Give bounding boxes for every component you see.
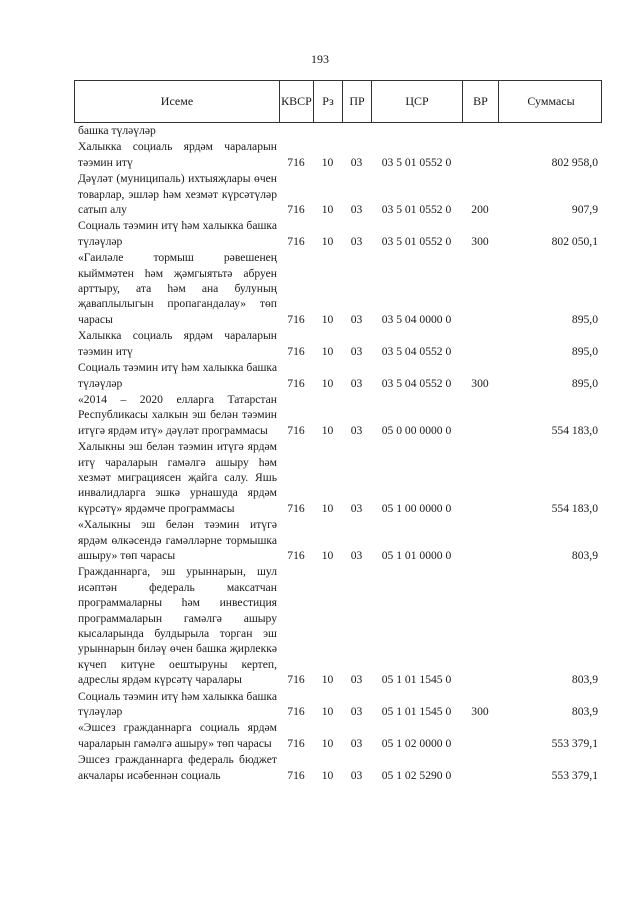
row-pr: 03: [350, 768, 363, 782]
row-rz: 10: [321, 344, 334, 358]
row-csr: 03 5 01 0552 0: [381, 234, 452, 248]
row-sum: 803,9: [571, 548, 598, 562]
row-vr: [462, 752, 498, 784]
row-name: Эшсез гражданнарга федераль бюджет акчалары исәбеннән социаль: [78, 753, 277, 782]
row-pr: 03: [350, 673, 363, 687]
row-kvsr: 716: [287, 768, 305, 782]
row-pr: 03: [350, 501, 363, 515]
row-vr: [462, 720, 498, 752]
row-csr: 05 1 02 5290 0: [381, 768, 452, 782]
header-sum: Суммасы: [527, 94, 575, 108]
table-row: [74, 139, 602, 171]
header-pr: ПР: [343, 81, 372, 122]
row-vr: 300: [471, 234, 489, 248]
row-csr: 05 1 01 0000 0: [381, 548, 452, 562]
row-kvsr: 716: [287, 501, 305, 515]
table-row: [74, 392, 602, 439]
row-name: Халыкка социаль ярдәм чараларын тәэмин итү: [78, 329, 277, 358]
row-rz: 10: [321, 423, 334, 437]
row-pr: 03: [350, 155, 363, 169]
row-sum: 803,9: [571, 673, 598, 687]
row-vr: 300: [471, 705, 489, 719]
row-sum: 553 379,1: [551, 736, 598, 750]
header-name: Исеме: [75, 81, 280, 122]
table-row: [74, 123, 602, 139]
table-row: [74, 250, 602, 328]
row-kvsr: 716: [287, 376, 305, 390]
table-row: [74, 752, 602, 784]
row-name: «Эшсез гражданнарга социаль ярдәм чараларын гамәлгә ашыру» төп чарасы: [78, 721, 277, 750]
header-kvsr: КВСР: [280, 81, 314, 122]
row-csr: 05 1 00 0000 0: [381, 501, 452, 515]
row-pr: 03: [350, 344, 363, 358]
row-kvsr: 716: [287, 312, 305, 326]
row-kvsr: 716: [287, 673, 305, 687]
row-rz: 10: [321, 376, 334, 390]
row-sum: 895,0: [571, 376, 598, 390]
table-row: [74, 517, 602, 564]
row-name: Халыкны эш белән тәэмин итүгә ярдәм итү чараларын гамәлгә ашыру һәм хезмәт миграциясен җайга салу. Яшь инвалидларга эшкә урнашуда ярдәм күрсәтү» ярдәмче программасы: [78, 440, 277, 515]
table-row: [74, 171, 602, 218]
table-row: [74, 328, 602, 360]
row-kvsr: [279, 123, 313, 139]
row-name: Социаль тәэмин итү һәм халыкка башка түләүләр: [78, 219, 277, 248]
row-name: Дәүләт (муниципаль) ихтыяҗлары өчен товарлар, эшләр һәм хезмәт күрсәтүләр сатып алу: [78, 172, 277, 217]
row-rz: 10: [321, 768, 334, 782]
row-name: Социаль тәэмин итү һәм халыкка башка түләүләр: [78, 361, 277, 390]
row-rz: [313, 123, 342, 139]
row-csr: 05 1 01 1545 0: [381, 705, 452, 719]
header-vr: ВР: [463, 81, 499, 122]
row-vr: [462, 392, 498, 439]
row-csr: 03 5 01 0552 0: [381, 203, 452, 217]
table-row: [74, 439, 602, 517]
row-csr: [371, 123, 462, 139]
row-kvsr: 716: [287, 423, 305, 437]
row-vr: [462, 439, 498, 517]
row-csr: 05 0 00 0000 0: [381, 423, 452, 437]
row-csr: 03 5 01 0552 0: [381, 155, 452, 169]
row-pr: 03: [350, 423, 363, 437]
row-pr: 03: [350, 736, 363, 750]
row-vr: [462, 517, 498, 564]
row-rz: 10: [321, 203, 334, 217]
row-kvsr: 716: [287, 736, 305, 750]
row-rz: 10: [321, 736, 334, 750]
row-pr: 03: [350, 234, 363, 248]
row-sum: 895,0: [571, 344, 598, 358]
row-csr: 03 5 04 0552 0: [381, 376, 452, 390]
row-rz: 10: [321, 234, 334, 248]
row-kvsr: 716: [287, 344, 305, 358]
row-kvsr: 716: [287, 234, 305, 248]
row-name: «2014 – 2020 елларга Татарстан Республикасы халкын эш белән тәэмин итүгә ярдәм итү» дәүләт программасы: [78, 392, 277, 437]
row-vr: [462, 564, 498, 688]
row-name: Гражданнарга, эш урыннарын, шул исәптән федераль максатчан программаларны һәм инвестиция программаларын гамәлгә ашыру кысаларында булдырыла торган эш урыннарын биләү өчен башка җирлеккә күчеп китүне оештыруны кертеп, адреслы ярдәм күрсәтү чаралары: [78, 565, 277, 687]
row-vr: [462, 250, 498, 328]
row-rz: 10: [321, 705, 334, 719]
page-number: 193: [311, 52, 329, 66]
row-pr: 03: [350, 548, 363, 562]
row-name: Социаль тәэмин итү һәм халыкка башка түләүләр: [78, 689, 277, 719]
row-csr: 03 5 04 0552 0: [381, 344, 452, 358]
row-pr: 03: [350, 203, 363, 217]
row-sum: 554 183,0: [551, 423, 598, 437]
row-csr: 03 5 04 0000 0: [381, 312, 452, 326]
row-vr: 200: [471, 203, 489, 217]
table-row: [74, 689, 602, 721]
row-sum: 802 050,1: [551, 234, 598, 248]
row-pr: 03: [350, 376, 363, 390]
header-rz: Рз: [314, 81, 343, 122]
header-csr: ЦСР: [372, 81, 463, 122]
row-rz: 10: [321, 501, 334, 515]
row-pr: 03: [350, 312, 363, 326]
row-sum: 803,9: [571, 705, 598, 719]
row-name: «Халыкны эш белән тәэмин итүгә ярдәм өлкәсендә гамәлләрне тормышка ашыру» төп чарасы: [78, 518, 277, 562]
row-csr: 05 1 01 1545 0: [381, 673, 452, 687]
row-sum: 895,0: [571, 312, 598, 326]
row-rz: 10: [321, 155, 334, 169]
table-row: [74, 720, 602, 752]
row-name: «Гаиләле тормыш рәвешенең кыйммәтен һәм җәмгыятьтә абруен арттыру, ата һәм ана булуның җаваплылыгын пропагандалау» төп чарасы: [78, 251, 277, 326]
table-row: [74, 564, 602, 688]
row-vr: [462, 123, 498, 139]
row-vr: [462, 139, 498, 171]
row-kvsr: 716: [287, 705, 305, 719]
table-body: [74, 123, 602, 784]
row-rz: 10: [321, 673, 334, 687]
row-name: Халыкка социаль ярдәм чараларын тәэмин итү: [78, 140, 277, 169]
row-pr: [342, 123, 371, 139]
row-vr: 300: [471, 376, 489, 390]
row-kvsr: 716: [287, 548, 305, 562]
row-vr: [462, 328, 498, 360]
table-row: [74, 218, 602, 250]
row-kvsr: 716: [287, 203, 305, 217]
row-rz: 10: [321, 548, 334, 562]
row-sum: 554 183,0: [551, 501, 598, 515]
row-sum: 907,9: [571, 203, 598, 217]
row-sum: [498, 123, 602, 139]
row-rz: 10: [321, 312, 334, 326]
table-header: [74, 80, 602, 123]
row-name: башка түләүләр: [78, 124, 156, 137]
row-sum: 802 958,0: [551, 155, 598, 169]
budget-table: [74, 80, 602, 784]
row-pr: 03: [350, 705, 363, 719]
row-kvsr: 716: [287, 155, 305, 169]
table-row: [74, 360, 602, 392]
row-csr: 05 1 02 0000 0: [381, 736, 452, 750]
row-sum: 553 379,1: [551, 768, 598, 782]
